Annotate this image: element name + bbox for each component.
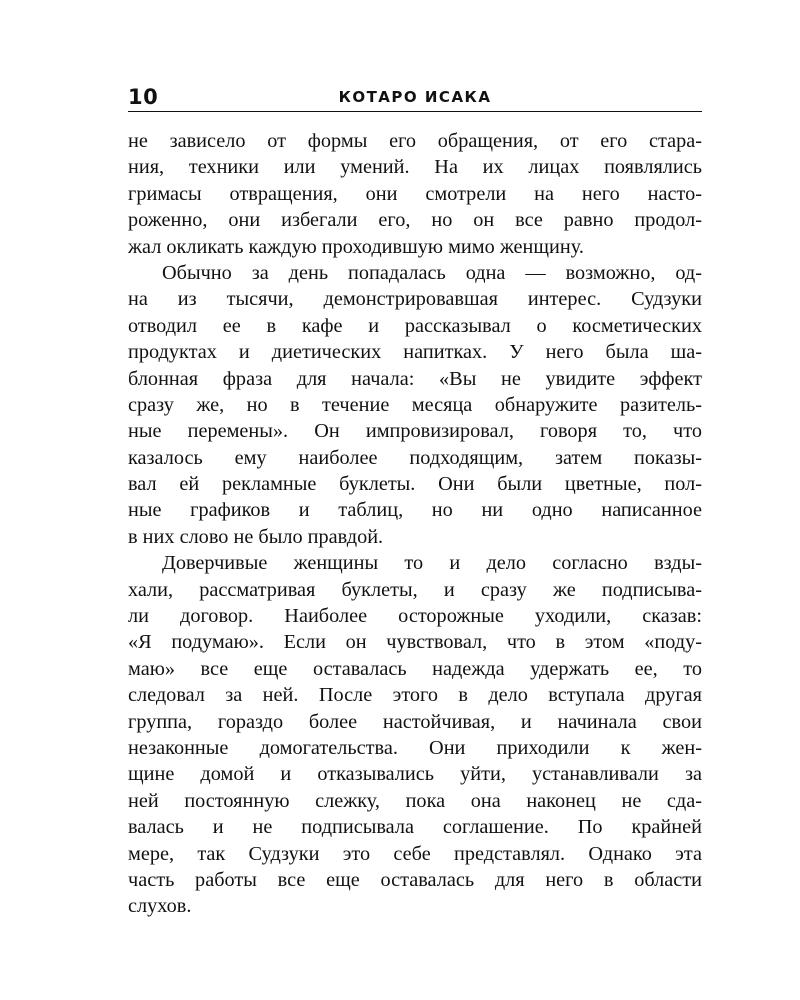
text-line: казалось ему наиболее подходящим, затем показы- (128, 446, 702, 469)
page-number: 10 (128, 85, 159, 109)
text-line: ные графиков и таблиц, но ни одно написанное (128, 499, 702, 522)
text-line: следовал за ней. После этого в дело вступала другая (128, 684, 702, 707)
text-line: ней постоянную слежку, пока она наконец не сда- (128, 789, 702, 812)
text-line: незаконные домогательства. Они приходили к жен- (128, 736, 702, 759)
text-line: валась и не подписывала соглашение. По крайней (128, 816, 702, 839)
text-line: группа, гораздо более настойчивая, и начинала свои (128, 710, 702, 733)
text-line: мере, так Судзуки это себе представлял. Однако эта (128, 842, 702, 865)
text-line: Доверчивые женщины то и дело согласно взды- (162, 552, 702, 575)
text-line: в них слово не было правдой. (128, 525, 384, 548)
text-line: сразу же, но в течение месяца обнаружите разитель- (128, 393, 702, 416)
header-rule (128, 111, 702, 112)
text-line: вал ей рекламные буклеты. Они были цветные, пол- (128, 473, 702, 496)
text-line: отводил ее в кафе и рассказывал о косметических (128, 314, 702, 337)
text-line: жал окликать каждую проходившую мимо женщину. (128, 235, 584, 258)
running-title: КОТАРО ИСАКА (338, 88, 492, 106)
text-line: роженно, они избегали его, но он все равно продол- (128, 209, 702, 232)
text-line: «Я подумаю». Если он чувствовал, что в этом «поду- (128, 631, 702, 654)
text-line: ли договор. Наиболее осторожные уходили, сказав: (128, 605, 702, 628)
text-line: Обычно за день попадалась одна — возможно, од- (162, 261, 702, 284)
page-header (128, 84, 702, 112)
text-line: ния, техники или умений. На их лицах появлялись (128, 156, 702, 179)
text-line: на из тысячи, демонстрировавшая интерес. Судзуки (128, 288, 702, 311)
text-line: блонная фраза для начала: «Вы не увидите эффект (128, 367, 702, 390)
text-line: часть работы все еще оставалась для него в области (128, 868, 702, 891)
text-line: ные перемены». Он импровизировал, говоря то, что (128, 420, 702, 443)
text-line: продуктах и диетических напитках. У него была ша- (128, 341, 702, 364)
text-line: слухов. (128, 895, 192, 918)
text-line: гримасы отвращения, они смотрели на него насто- (128, 182, 702, 205)
text-line: хали, рассматривая буклеты, и сразу же подписыва- (128, 578, 702, 601)
text-line: щине домой и отказывались уйти, устанавливали за (128, 763, 702, 786)
text-line: маю» все еще оставалась надежда удержать ее, то (128, 657, 702, 680)
body-text (128, 128, 702, 920)
text-line: не зависело от формы его обращения, от его стара- (128, 130, 702, 152)
